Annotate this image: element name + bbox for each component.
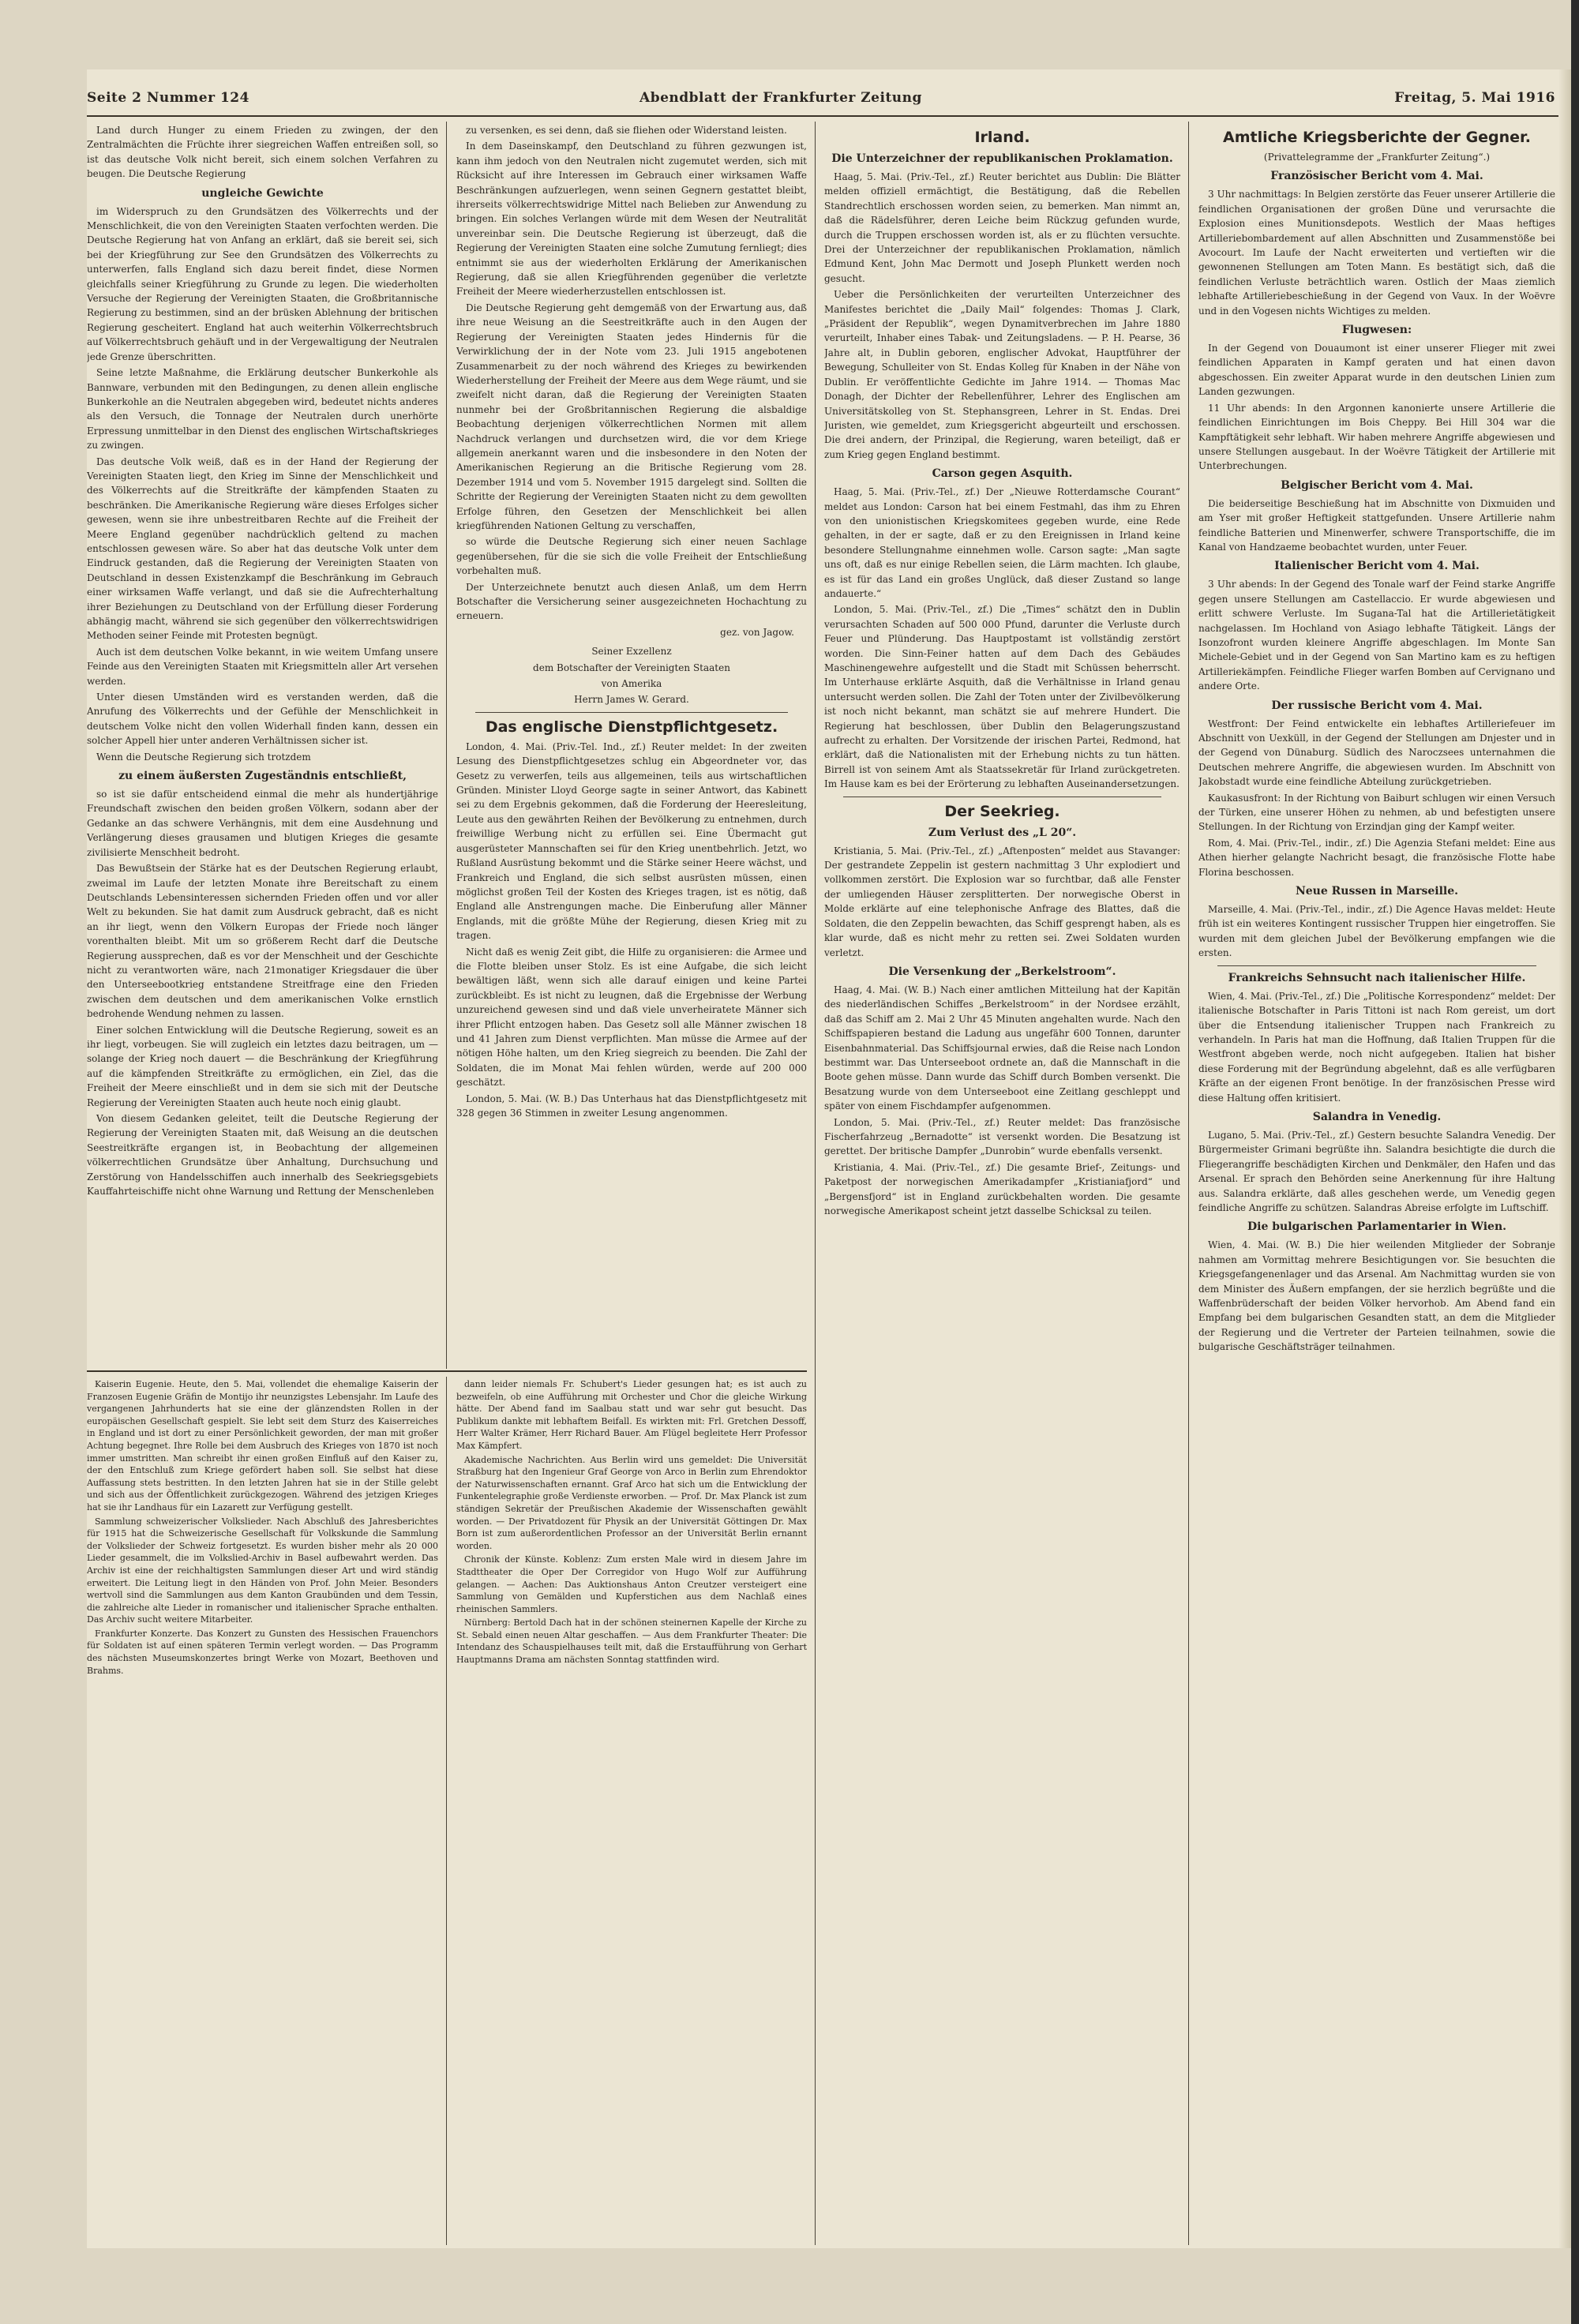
paragraph: Das deutsche Volk weiß, daß es in der Hand der Regierung der Vereinigten Staaten liegt, den Krieg im Sinne der Menschlichkeit und des Völkerrechts auf die Streitkräfte der kämpfenden Staaten zu beschränken. Die Amerikanische Regierung wäre dieses Erfolges sicher gewesen, wenn sie ihre unbestreitbaren Rechte auf die Freiheit der Meere England gegenüber nachdrücklich geltend zu machen entschlossen gewesen wäre. So aber hat das deutsche Volk unter dem Eindruck gestanden, daß die Regierung der Vereinigten Staaten von Deutschland in dessen Existenzkampf die Beschränkung im Gebrauch einer wirksamen Waffe verlangt, und daß sie die Aufrechterhaltung ihrer Beziehungen zu Deutschland von der Erfüllung dieser Forderung abhängig macht, während sie sich gegenüber den völkerrechtswidrigen Methoden seiner Feinde mit Protesten begnügt. (87, 455, 438, 642)
paragraph: Unter diesen Umständen wird es verstanden werden, daß die Anrufung des Völkerrechts und der Gefühle der Menschlichkeit in deutschem Volke nicht den vollen Widerhall finden kann, dessen ein solcher Appell hier unter anderen Verhältnissen sicher ist. (87, 692, 438, 747)
report-heading: Belgischer Bericht vom 4. Mai. (1281, 478, 1473, 492)
paragraph: Nicht daß es wenig Zeit gibt, die Hilfe zu organisieren: die Armee und die Flotte bleiben unser Stolz. Es ist eine Aufgabe, die sich leicht bewältigen läßt, wenn sich alle darauf einigen und keine Partei zurückbleibt. Es ist nicht zu leugnen, daß die Ergebnisse der Werbung unzureichend gewesen sind und daß viele unverheiratete Männer sich ihrer Pflicht entzogen haben. Das Gesetz soll alle Männer zwischen 18 und 41 Jahren zum Dienst verpflichten. Man müsse die Armee auf der nötigen Höhe halten, um den Krieg siegreich zu beenden. Die Zahl der Soldaten, die im Monat Mai fehlen würden, werde auf 200 000 geschätzt. (456, 946, 807, 1089)
column-separator (446, 122, 447, 1369)
feuilleton-paragraph: Sammlung schweizerischer Volkslieder. Nach Abschluß des Jahresberichtes für 1915 hat die Schweizerische Gesellschaft für Volkskunde die Sammlung der Volkslieder der Schweiz fortgesetzt. Es wurden bisher mehr als 20 000 Lieder gesammelt, die im Volkslied-Archiv in Basel aufbewahrt werden. Das Archiv ist eine der reichhaltigsten Sammlungen dieser Art und wird ständig erweitert. Die Leitung liegt in den Händen von Prof. John Meier. Besonders wertvoll sind die Sammlungen aus dem Kanton Graubünden und dem Tessin, die zahlreiche alte Lieder in romanischer und italienischer Sprache enthalten. Das Archiv sucht weitere Mitarbeiter. (87, 1516, 438, 1625)
newspaper-page (87, 69, 1571, 2248)
article-subheadline: Die Unterzeichner der republikanischen Proklamation. (831, 152, 1173, 165)
paragraph: Die beiderseitige Beschießung hat im Abschnitte von Dixmuiden und am Yser mit großer Heftigkeit stattgefunden. Unsere Artillerie nahm feindliche Batterien und Minenwerfer, schwere Transportschiffe, die im Kanal von Handzaeme beobachtet wurden, unter Feuer. (1198, 497, 1555, 553)
address-line: dem Botschafter der Vereinigten Staaten (533, 662, 730, 673)
issue-date: Freitag, 5. Mai 1916 (1394, 90, 1555, 106)
section-heading: ungleiche Gewichte (201, 186, 324, 200)
paragraph: In der Gegend von Douaumont ist einer unserer Flieger mit zwei feindlichen Apparaten in Kampf geraten und hat einen davon abgeschossen. Ein zweiter Apparat wurde in den deutschen Linien zum Landen gezwungen. (1198, 343, 1555, 398)
paragraph: In dem Daseinskampf, den Deutschland zu führen gezwungen ist, kann ihm jedoch von den Neutralen nicht zugemutet werden, sich mit Rücksicht auf ihre Interessen im Gebrauch einer wirksamen Waffe Beschränkungen aufzuerlegen, wenn seinen Gegnern gestattet bleibt, ihrerseits völkerrechtswidrige Mittel nach Belieben zur Anwendung zu bringen. Ein solches Verlangen würde mit dem Wesen der Neutralität unvereinbar sein. Die Deutsche Regierung ist überzeugt, daß die Regierung der Vereinigten Staaten eine solche Zumutung fernliegt; dies entnimmt sie aus der wiederholten Erklärung der Amerikanischen Regierung, daß sie allen Kriegführenden gegenüber die verletzte Freiheit der Meere wiederherzustellen entschlossen ist. (456, 141, 807, 298)
column-separator (1188, 122, 1189, 2245)
article-subtitle: (Privattelegramme der „Frankfurter Zeitung“.) (1263, 152, 1491, 163)
paragraph: Haag, 4. Mai. (W. B.) Nach einer amtlichen Mitteilung hat der Kapitän des niederländischen Schiffes „Berkelstroom“ in der Nordsee erzählt, daß das Schiff am 2. Mai 2 Uhr 45 Minuten angehalten wurde. Nach den Schiffspapieren bestand die Ladung aus ungefähr 600 Tonnen, darunter Eisenbahnmaterial. Das Schiffsjournal erwies, daß die Reise nach London bestimmt war. Das Unterseeboot ordnete an, daß die Mannschaft in die Boote gehen müsse. Dann wurde das Schiff durch Bomben versenkt. Die Besatzung wurde von dem Unterseeboot eine Zeitlang geschleppt und später von einem Fischdampfer aufgenommen. (824, 984, 1180, 1112)
feuilleton-rule (87, 1370, 807, 1372)
address-line: Herrn James W. Gerard. (574, 694, 689, 706)
paragraph: Ueber die Persönlichkeiten der verurteilten Unterzeichner des Manifestes berichtet die „Daily Mail“ folgendes: Thomas J. Clark, „Präsident der Republik“, wegen Dynamitverbrechen im Jahre 1880 verurteilt, Inhaber eines Tabak- und Zeitungsladens. — P. H. Pearse, 36 Jahre alt, in Dublin geboren, englischer Advokat, Hauptführer der Bewegung, Schulleiter von St. Endas Kolleg für Knaben in der Nähe von Dublin. Er veröffentlichte Gedichte im Jahre 1914. — Thomas Mac Donagh, der Dichter der Rebellenführer, Lehrer des Englischen am Universitätskolleg von St. Stephansgreen, Lehrer in St. Endas. Drei Juristen, wie gemeldet, zum Kriegsgericht abgeurteilt und erschossen. Die drei andern, der Prinzipal, die Regierung, waren beteiligt, daß er zum Krieg gegen England bestimmt. (824, 289, 1180, 460)
paragraph: zu versenken, es sei denn, daß sie fliehen oder Widerstand leisten. (466, 125, 787, 136)
feuilleton-column-2 (456, 1378, 807, 2239)
paragraph: Einer solchen Entwicklung will die Deutsche Regierung, soweit es an ihr liegt, vorbeugen. Sie will zugleich ein letztes dazu beitragen, um — solange der Krieg noch dauert — die Beschränkung der Kriegführung auf die kämpfenden Streitkräfte zu ermöglichen, ein Ziel, das die Freiheit der Meere einschließt und in dem sie sich mit der Deutsche Regierung der Vereinigten Staaten auch heute noch einig glaubt. (87, 1024, 438, 1108)
article-headline: Amtliche Kriegsberichte der Gegner. (1223, 129, 1531, 146)
column-4 (1198, 123, 1555, 2239)
report-heading: Französischer Bericht vom 4. Mai. (1270, 170, 1483, 183)
article-subheadline: Die Versenkung der „Berkelstroom“. (888, 965, 1116, 978)
feuilleton-paragraph: Nürnberg: Bertold Dach hat in der schönen steinernen Kapelle der Kirche zu St. Sebald einen neuen Altar geschaffen. — Aus dem Frankfurter Theater: Die Intendanz des Schauspielhauses teilt mit, daß die Erstaufführung von Gerhart Hauptmanns Drama am nächsten Sonntag stattfinden wird. (456, 1617, 807, 1666)
masthead-rule (87, 115, 1571, 117)
feuilleton-column-1 (87, 1378, 438, 2239)
paragraph: Die Deutsche Regierung geht demgemäß von der Erwartung aus, daß ihre neue Weisung an die Seestreitkräfte auch in den Augen der Regierung der Vereinigten Staaten jedes Hindernis für die Verwirklichung der in der Note vom 23. Juli 1915 angebotenen Zusammenarbeit zu der noch während des Krieges zu bewirkenden Wiederherstellung der Freiheit der Meere aus dem Wege räumt, und sie zweifelt nicht daran, daß die Regierung der Vereinigten Staaten nunmehr bei der Großbritannischen Regierung die alsbaldige Beobachtung derjenigen völkerrechtlichen Normen mit allem Nachdruck verlangen und durchsetzen wird, die vor dem Kriege allgemein anerkannt waren und die insbesondere in den Noten der Amerikanischen Regierung an die Britische Regierung vom 28. Dezember 1914 und vom 5. November 1915 dargelegt sind. Sollten die Schritte der Regierung der Vereinigten Staaten nicht zu dem gewollten Erfolge führen, den Gesetzen der Menschlichkeit bei allen kriegführenden Nationen Geltung zu verschaffen, (456, 302, 807, 531)
paragraph: Haag, 5. Mai. (Priv.-Tel., zf.) Reuter berichtet aus Dublin: Die Blätter melden offiziell ermächtigt, die Bestätigung, daß die Rebellen Standrechtlich erschossen worden seien, zu bemerken. Man nimmt an, daß die Rädelsführer, deren Leiche beim Rückzug gefunden wurde, durch die Truppen erschossen worden ist, als er zu flüchten versuchte. Drei der Unterzeichner der republikanischen Proklamation, nämlich Edmund Kent, John Mac Dermott und Joseph Plunkett werden noch gesucht. (824, 171, 1180, 284)
paragraph: Der Unterzeichnete benutzt auch diesen Anlaß, um dem Herrn Botschafter die Versicherung seiner ausgezeichneten Hochachtung zu erneuern. (456, 581, 807, 622)
address-line: Seiner Exzellenz (591, 646, 672, 658)
paragraph: Kristiania, 5. Mai. (Priv.-Tel., zf.) „Aftenposten“ meldet aus Stavanger: Der gestrandete Zeppelin ist gestern nachmittag 3 Uhr explodiert und vollkommen zerstört. Die Explosion war so furchtbar, daß alle Fenster der umliegenden Häuser zersplitterten. Der norwegische Oberst in Molde erklärte auf eine telephonische Anfrage des Blattes, daß die Soldaten, die den Zeppelin bewachten, das Schiff gesprengt haben, als es klar wurde, daß es nicht mehr zu retten sei. Zwei Soldaten wurden verletzt. (824, 845, 1180, 958)
article-subheadline: Carson gegen Asquith. (932, 467, 1073, 481)
paragraph: Wien, 4. Mai. (Priv.-Tel., zf.) Die „Politische Korrespondenz“ meldet: Der italienische Botschafter in Paris Tittoni ist nach Rom gereist, um dort über die Entsendung italienischer Truppen nach Frankreich zu verhandeln. In Paris hat man die Hoffnung, daß Italien Truppen für die Westfront abgeben werde, noch nicht aufgegeben. Italien hat bisher diese Forderung mit der Begründung abgelehnt, daß es alle verfügbaren Kräfte an der eigenen Front benötige. In der französischen Presse wird diese Haltung offen kritisiert. (1198, 990, 1555, 1104)
feuilleton-paragraph: Akademische Nachrichten. Aus Berlin wird uns gemeldet: Die Universität Straßburg hat den Ingenieur Graf George von Arco in Berlin zum Ehrendoktor der Naturwissenschaften ernannt. Graf Arco hat sich um die Entwicklung der Funkentelegraphie große Verdienste erworben. — Prof. Dr. Max Planck ist zum ständigen Sekretär der Preußischen Akademie der Wissenschaften gewählt worden. — Der Privatdozent für Physik an der Universität Göttingen Dr. Max Born ist zum außerordentlichen Professor an der Universität Berlin ernannt worden. (456, 1454, 807, 1551)
masthead (87, 85, 1571, 112)
feuilleton-paragraph: Frankfurter Konzerte. Das Konzert zu Gunsten des Hessischen Frauenchors für Soldaten ist auf einen späteren Termin verlegt worden. — Das Programm des nächsten Museumskonzertes bringt Werke von Mozart, Beethoven und Brahms. (87, 1628, 438, 1676)
column-2 (456, 123, 807, 1367)
article-subheadline: Frankreichs Sehnsucht nach italienischer Hilfe. (1228, 971, 1526, 984)
paragraph: Westfront: Der Feind entwickelte ein lebhaftes Artilleriefeuer im Abschnitt von Uexküll, in der Gegend der Stellungen am Dnjester und in der Gegend von Dünaburg. Südlich des Naroczsees unternahmen die Deutschen mehrere Angriffe, die abgewiesen wurden. Im Abschnitt von Jakobstadt wurde eine feindliche Abteilung zurückgetrieben. (1198, 718, 1555, 788)
paragraph: Lugano, 5. Mai. (Priv.-Tel., zf.) Gestern besuchte Salandra Venedig. Der Bürgermeister Grimani begrüßte ihn. Salandra besichtigte die durch die Fliegerangriffe beschädigten Kirchen und Denkmäler, den Hafen und das Arsenal. Er sprach den Behörden seine Anerkennung für ihre Haltung aus. Salandra erklärte, daß alles geschehen werde, um Venedig gegen feindliche Angriffe zu schützen. Salandras Abreise erfolgte im Luftschiff. (1198, 1129, 1555, 1213)
article-subheadline: Salandra in Venedig. (1312, 1110, 1442, 1123)
article-subheadline: Zum Verlust des „L 20“. (928, 826, 1077, 839)
paragraph: Auch ist dem deutschen Volke bekannt, in wie weitem Umfang unsere Feinde aus den Vereinigten Staaten mit Kriegsmitteln aller Art versehen werden. (87, 646, 438, 687)
paragraph: Kaukasusfront: In der Richtung von Baiburt schlugen wir einen Versuch der Türken, eine unserer Höhen zu nehmen, ab und befestigten unsere Stellungen. In der Richtung von Erzindjan ging der Kampf weiter. (1198, 792, 1555, 833)
paragraph: Rom, 4. Mai. (Priv.-Tel., indir., zf.) Die Agenzia Stefani meldet: Eine aus Athen hierher gelangte Nachricht besagt, die französische Flotte habe Florina beschossen. (1198, 837, 1555, 878)
column-separator (815, 122, 816, 2245)
paragraph: so würde die Deutsche Regierung sich einer neuen Sachlage gegenübersehen, für die sie sich die volle Freiheit der Entschließung vorbehalten muß. (456, 536, 807, 577)
article-headline: Irland. (974, 129, 1030, 146)
report-heading: Flugwesen: (1341, 324, 1412, 337)
column-3 (824, 123, 1180, 2239)
column-1 (87, 123, 438, 1367)
report-heading: Der russische Bericht vom 4. Mai. (1271, 699, 1483, 712)
section-heading: zu einem äußersten Zugeständnis entschließt, (118, 770, 407, 783)
paragraph: Seine letzte Maßnahme, die Erklärung deutscher Bunkerkohle als Bannware, verbunden mit den Bedingungen, zu denen allein englische Bunkerkohle an die Neutralen abgegeben wird, bedeutet nichts anderes als den Versuch, die Tonnage der Neutralen durch unerhörte Erpressung unmittelbar in den Dienst des englischen Wirtschaftskrieges zu zwingen. (87, 367, 438, 452)
report-heading: Italienischer Bericht vom 4. Mai. (1274, 560, 1480, 573)
paragraph: Das Bewußtsein der Stärke hat es der Deutschen Regierung erlaubt, zweimal im Laufe der letzten Monate ihre Bereitschaft zu einem Deutschlands Lebensinteressen sichernden Frieden offen und vor aller Welt zu bekunden. Sie hat damit zum Ausdruck gebracht, daß es nicht an ihr liegt, wenn den Völkern Europas der Friede noch länger vorenthalten bleibt. Mit um so größerem Recht darf die Deutsche Regierung aussprechen, daß es vor der Menschheit und der Geschichte nicht zu verantworten wäre, nach 21monatiger Kriegsdauer die über den Unterseebootkrieg entstandene Streitfrage eine den Frieden zwischen dem deutschen und dem amerikanischen Volke ernstlich bedrohende Wendung nehmen zu lassen. (87, 863, 438, 1020)
paragraph: Marseille, 4. Mai. (Priv.-Tel., indir., zf.) Die Agence Havas meldet: Heute früh ist ein weiteres Kontingent russischer Truppen hier eingetroffen. Sie wurden mit dem gleichen Jubel der Bevölkerung empfangen wie die ersten. (1198, 904, 1555, 959)
paragraph: Wenn die Deutsche Regierung sich trotzdem (96, 751, 311, 763)
divider (475, 712, 788, 713)
column-separator (446, 1377, 447, 2245)
paragraph: London, 4. Mai. (Priv.-Tel. Ind., zf.) Reuter meldet: In der zweiten Lesung des Dienstpflichtgesetzes schlug ein Abgeordneter vor, das Gesetz zu verwerfen, teils aus allgemeinen, teils aus wirtschaftlichen Gründen. Minister Lloyd George sagte in seiner Antwort, das Kabinett sei zu dem Ergebnis gekommen, daß die Forderung der Heeresleitung, Leute aus den gewährten Reihen der Bevölkerung zu entnehmen, durch freiwillige Werbung nicht zu erfüllen sei. Eine Übermacht gut ausgerüsteter Mannschaften sei für den Krieg unentbehrlich. Jetzt, wo Rußland Ausrüstung bekommt und die Stärke seiner Heere wächst, und Frankreich und England, die sich selbst ausrüsten müssen, einen möglichst großen Teil der Kosten des Krieges tragen, ist es nötig, daß England alle Anstrengungen mache. Die Einberufung aller Männer Englands, mit die größte Mühe der Regierung, diesen Krieg mit zu tragen. (456, 740, 807, 942)
feuilleton-paragraph: Kaiserin Eugenie. Heute, den 5. Mai, vollendet die ehemalige Kaiserin der Franzosen Eugenie Gräfin de Montijo ihr neunzigstes Lebensjahr. Im Laufe des vergangenen Jahrhunderts hat sie eine der glänzendsten Rollen in der europäischen Gesellschaft gespielt. Sie lebt seit dem Sturz des Kaiserreiches in England und ist dort zu einer Persönlichkeit geworden, der man mit großer Achtung begegnet. Ihre Rolle bei dem Ausbruch des Krieges von 1870 ist noch immer umstritten. Man schreibt ihr einen großen Einfluß auf den Kaiser zu, der den Entschluß zum Kriege gefördert haben soll. Sie selbst hat diese Auffassung stets bestritten. In den letzten Jahren hat sie in der Stille gelebt und sich aus der Öffentlichkeit zurückgezogen. Während des jetzigen Krieges hat sie ihr Landhaus für ein Lazarett zur Verfügung gestellt. (87, 1379, 438, 1512)
paragraph: Kristiania, 4. Mai. (Priv.-Tel., zf.) Die gesamte Brief-, Zeitungs- und Paketpost der norwegischen Amerikadampfer „Kristianiafjord“ und „Bergensfjord“ ist in England zurückbehalten worden. Die gesamte norwegische Amerikapost scheint jetzt dasselbe Schicksal zu teilen. (824, 1161, 1180, 1216)
article-subheadline: Neue Russen in Marseille. (1295, 885, 1459, 898)
address-line: von Amerika (601, 678, 662, 690)
paragraph: 3 Uhr nachmittags: In Belgien zerstörte das Feuer unserer Artillerie die feindlichen Organisationen der großen Düne und verursachte die Explosion eines Munitionsdepots. Westlich der Maas heftiges Artilleriebombardement auf allen Abschnitten und Zusammenstöße bei Avocourt. Im Laufe der Nacht erweiterten und vertieften wir die gewonnenen Stellungen am Toten Mann. Es bestätigt sich, daß die feindlichen Verluste beträchtlich waren. Ostlich der Maas ziemlich lebhafte Artilleriebeschießung in der Gegend von Vaux. In der Woëvre und in den Vogesen nichts Wichtiges zu melden. (1198, 189, 1555, 317)
divider (1217, 965, 1536, 966)
page-edge-shadow (1558, 69, 1571, 2248)
paragraph: 11 Uhr abends: In den Argonnen kanonierte unsere Artillerie die feindlichen Einrichtungen im Bois Cheppy. Bei Hill 304 war die Kampftätigkeit sehr lebhaft. Wir haben mehrere Angriffe abgewiesen und unsere Stellungen ausgebaut. In der Woëvre Tätigkeit der Artillerie mit Unterbrechungen. (1198, 402, 1555, 472)
paragraph: Von diesem Gedanken geleitet, teilt die Deutsche Regierung der Regierung der Vereinigten Staaten mit, daß Weisung an die deutschen Seestreitkräfte ergangen ist, in Beobachtung der allgemeinen völkerrechtlichen Grundsätze über Anhaltung, Durchsuchung und Zerstörung von Handelsschiffen auch innerhalb des Seekriegsgebiets Kauffahrteischiffe nicht ohne Warnung und Rettung der Menschenleben (87, 1113, 438, 1198)
binding-edge (1571, 0, 1579, 2324)
article-headline: Der Seekrieg. (944, 802, 1060, 820)
paragraph: Haag, 5. Mai. (Priv.-Tel., zf.) Der „Nieuwe Rotterdamsche Courant“ meldet aus London: Carson hat bei einem Festmahl, das ihm zu Ehren von den unionistischen Kriegskomitees gegeben wurde, eine Rede gehalten, in der er sagte, daß er zu den Ereignissen in Irland keine besondere Stellungnahme einnehmen wolle. Carson sagte: „Man sagte uns oft, daß es nur einige Rebellen seien, die Lärm machten. Ich glaube, es ist für das Land ein großes Unglück, daß dieser Zustand so lange andauerte.“ (824, 486, 1180, 599)
paragraph: Land durch Hunger zu einem Frieden zu zwingen, der den Zentralmächten die Früchte ihrer siegreichen Waffen entreißen soll, so ist das deutsche Volk nicht bereit, sich einem solchen Verfahren zu beugen. Die Deutsche Regierung (87, 125, 438, 180)
paragraph: so ist sie dafür entscheidend einmal die mehr als hundertjährige Freundschaft zwischen den beiden großen Völkern, sodann aber der Gedanke an das schwere Verhängnis, mit dem eine Ausdehnung und Verlängerung dieses grausamen und blutigen Krieges die gesamte zivilisierte Menschheit bedroht. (87, 789, 438, 858)
paragraph: Wien, 4. Mai. (W. B.) Die hier weilenden Mitglieder der Sobranje nahmen am Vormittag mehrere Besichtigungen vor. Sie besuchten die Kriegsgefangenenlager und das Arsenal. Am Nachmittag wurden sie von dem Minister des Äußern empfangen, der sie herzlich begrüßte und die Waffenbrüderschaft der beiden Völker hervorhob. Am Abend fand ein Empfang bei dem bulgarischen Gesandten statt, an dem die Mitglieder der Regierung und die Vertreter der Parteien teilnahmen, sowie die bulgarische Geschäftsträger teilnahmen. (1198, 1239, 1555, 1353)
feuilleton-paragraph: dann leider niemals Fr. Schubert's Lieder gesungen hat; es ist auch zu bezweifeln, ob eine Aufführung mit Orchester und Chor die gleiche Wirkung hätte. Der Abend fand im Saalbau statt und war sehr gut besucht. Das Publikum dankte mit lebhaftem Beifall. Es wirkten mit: Frl. Gretchen Dessoff, Herr Walter Krämer, Herr Richard Bauer. Am Flügel begleitete Herr Professor Max Kämpfert. (456, 1379, 807, 1451)
feuilleton-paragraph: Chronik der Künste. Koblenz: Zum ersten Male wird in diesem Jahre im Stadttheater die Oper Der Corregidor von Hugo Wolf zur Aufführung gelangen. — Aachen: Das Auktionshaus Anton Creutzer versteigert eine Sammlung von Gemälden und Kupferstichen aus dem Nachlaß eines rheinischen Sammlers. (456, 1554, 807, 1614)
paragraph: 3 Uhr abends: In der Gegend des Tonale warf der Feind starke Angriffe gegen unsere Stellungen am Castellaccio. Er wurde abgewiesen und erlitt schwere Verluste. Im Sugana-Tal hat die Artillerietätigkeit nachgelassen. Im Hochland von Asiago lebhafte Tätigkeit. Längs der Isonzofront wurden kleinere Angriffe abgeschlagen. Im Monte San Michele-Gebiet und in der Gegend von San Martino kam es zu heftigen Artilleriekämpfen. Feindliche Flieger warfen Bomben auf Cervignano und andere Orte. (1198, 579, 1555, 692)
article-subheadline: Die bulgarischen Parlamentarier in Wien. (1247, 1220, 1507, 1234)
paragraph: London, 5. Mai. (Priv.-Tel., zf.) Reuter meldet: Das französische Fischerfahrzeug „Bernadotte“ ist versenkt worden. Die Besatzung ist gerettet. Der britische Dampfer „Dunrobin“ wurde ebenfalls versenkt. (824, 1116, 1180, 1157)
paragraph: London, 5. Mai. (Priv.-Tel., zf.) Die „Times“ schätzt den in Dublin verursachten Schaden auf 500 000 Pfund, darunter die Verluste durch Feuer und Plünderung. Das Hauptpostamt ist vollständig zerstört worden. Die Sinn-Feiner hatten auf dem Dach des Gebäudes Maschinengewehre aufgestellt und die Stadt mit Schüssen beherrscht. Im Unterhause erklärte Asquith, daß die Verhältnisse in Irland genau untersucht werden sollen. Die Zahl der Toten unter der Zivilbevölkerung ist noch nicht bekannt, man schätzt sie auf mehrere Hundert. Die Regierung hat beschlossen, über Dublin den Belagerungszustand aufrecht zu erhalten. Der Vorsitzende der irischen Partei, Redmond, hat erklärt, daß die Nationalisten mit der Erhebung nichts zu tun hätten. Birrell ist von seinem Amt als Staatssekretär für Irland zurückgetreten. Im Hause kam es bei der Erörterung zu lebhaften Auseinandersetzungen. (824, 604, 1180, 790)
article-headline: Das englische Dienstpflichtgesetz. (485, 718, 778, 736)
page-number: Seite 2 Nummer 124 (87, 90, 249, 106)
paragraph: London, 5. Mai. (W. B.) Das Unterhaus hat das Dienstpflichtgesetz mit 328 gegen 36 Stimmen in zweiter Lesung angenommen. (456, 1093, 807, 1119)
signature: gez. von Jagow. (720, 626, 794, 638)
newspaper-title: Abendblatt der Frankfurter Zeitung (639, 90, 922, 106)
paragraph: im Widerspruch zu den Grundsätzen des Völkerrechts und der Menschlichkeit, die von den Vereinigten Staaten verfochten werden. Die Deutsche Regierung hat von Anfang an erklärt, daß sie bereit sei, sich bei der Kriegführung zur See den Grundsätzen des Völkerrechts zu unterwerfen, falls England sich dazu bereit findet, diese Normen gleichfalls seiner Kriegführung zu Grunde zu legen. Die wiederholten Versuche der Regierung der Vereinigten Staaten, die Großbritannische Regierung zu bestimmen, sind an der brüsken Ablehnung der britischen Regierung gescheitert. England hat auch weiterhin Völkerrechtsbruch auf Völkerrechtsbruch gehäuft und in der Vergewaltigung der Neutralen jede Grenze überschritten. (87, 205, 438, 362)
